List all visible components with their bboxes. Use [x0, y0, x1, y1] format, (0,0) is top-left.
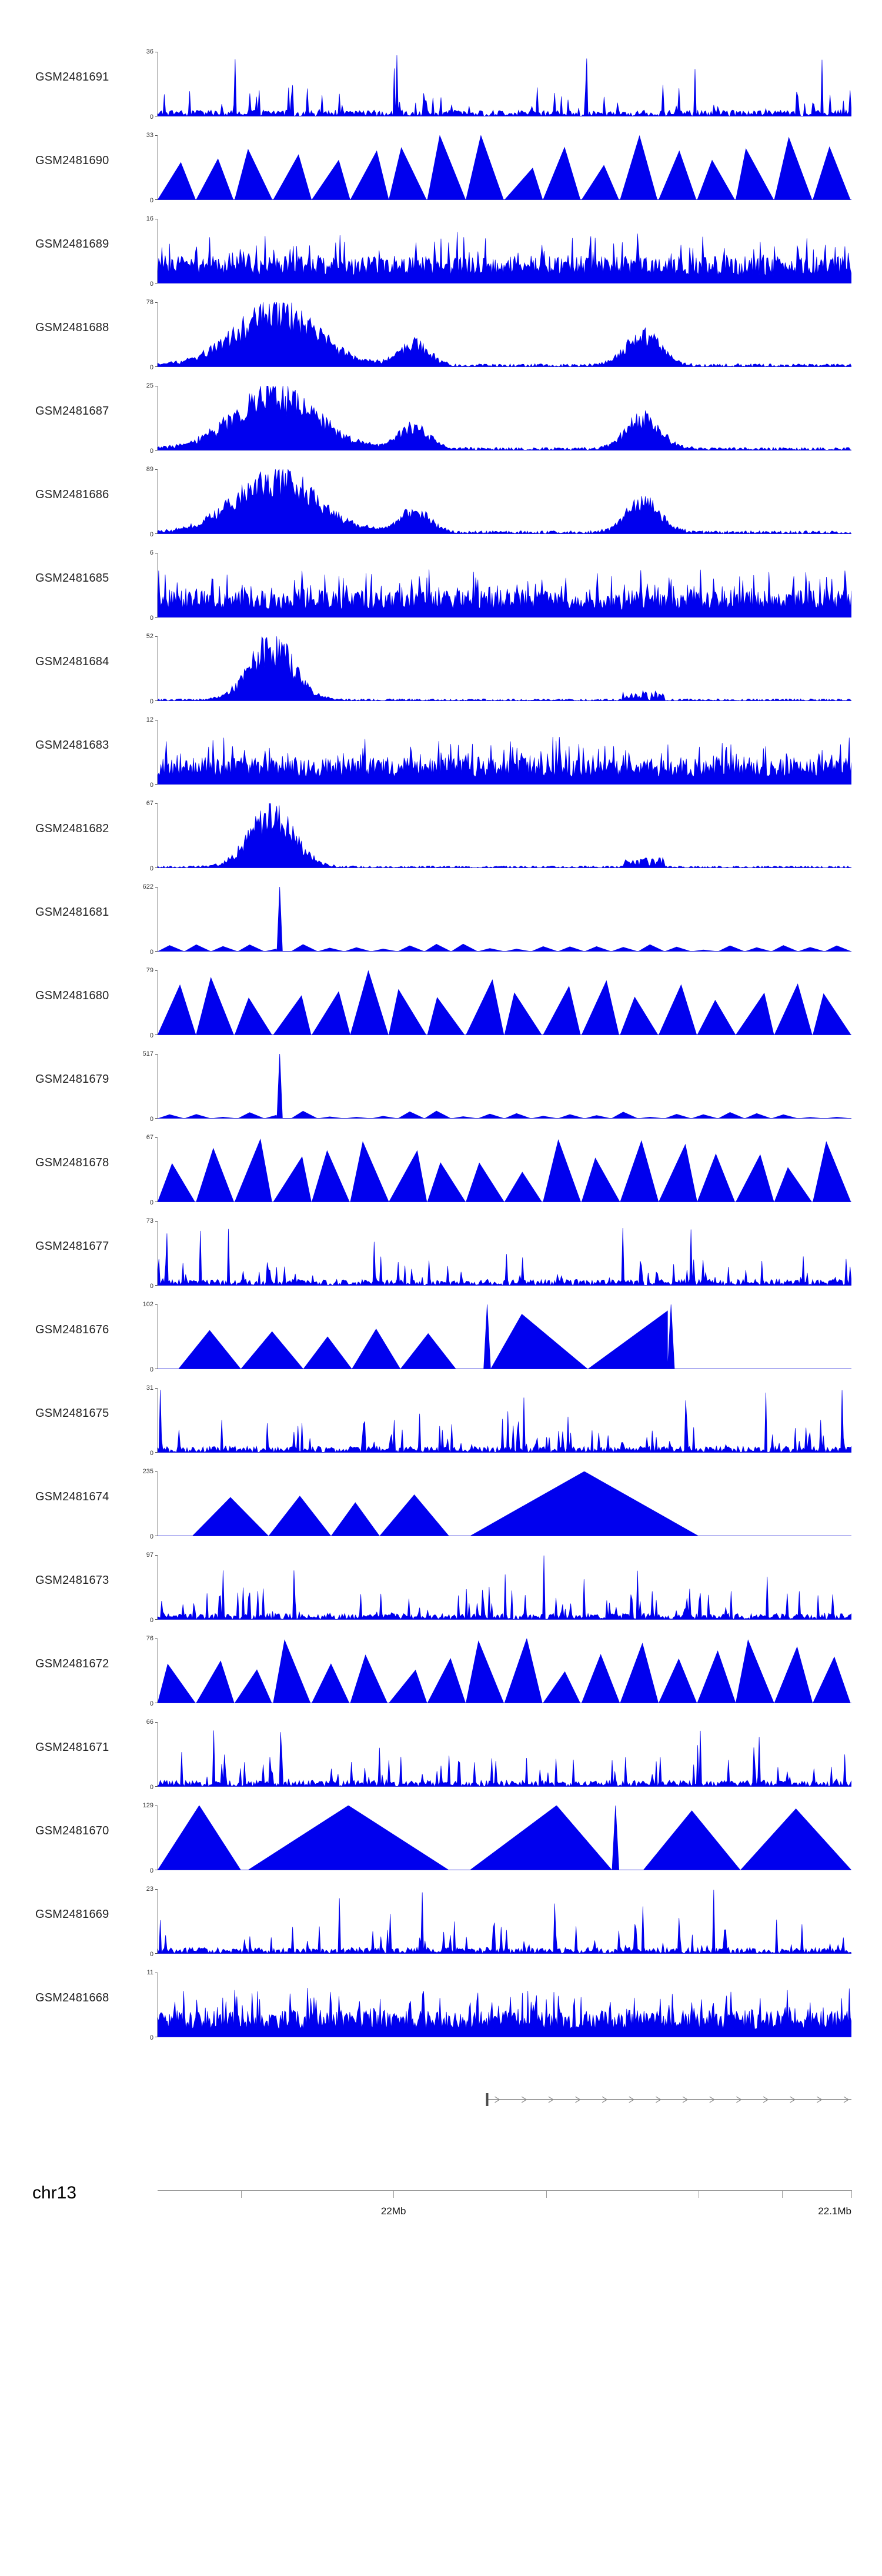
- track-baseline: [158, 784, 851, 785]
- signal-area-path: [158, 1221, 851, 1286]
- y-axis-min-label: 0: [149, 949, 153, 956]
- signal-area-path: [158, 135, 851, 200]
- y-axis-line: [157, 720, 158, 785]
- track-label[interactable]: GSM2481679: [35, 1073, 109, 1086]
- track-baseline: [158, 700, 851, 701]
- gene-model-glyph[interactable]: [158, 2088, 851, 2111]
- y-axis-line: [157, 1137, 158, 1202]
- track-baseline: [158, 1619, 851, 1620]
- ruler-tick: [241, 2190, 242, 2198]
- y-axis-max-label: 23: [146, 1886, 153, 1893]
- y-axis-max-label: 517: [142, 1050, 153, 1057]
- y-axis-tick-top: [155, 135, 158, 136]
- y-axis-max-label: 66: [146, 1719, 153, 1726]
- track-baseline: [158, 1118, 851, 1119]
- signal-area-path: [158, 1137, 851, 1202]
- track-plot[interactable]: [146, 800, 851, 872]
- y-axis-tick-top: [155, 1137, 158, 1138]
- track-baseline: [158, 366, 851, 367]
- track-label[interactable]: GSM2481686: [35, 488, 109, 501]
- signal-track: [0, 1212, 882, 1295]
- y-axis-min-label: 0: [149, 698, 153, 705]
- track-label[interactable]: GSM2481680: [35, 989, 109, 1002]
- ruler-tick: [546, 2190, 547, 2198]
- track-plot[interactable]: [142, 1468, 851, 1540]
- y-axis-line: [157, 1639, 158, 1703]
- signal-area-path: [158, 553, 851, 618]
- y-axis-line: [157, 219, 158, 283]
- y-axis-line: [157, 386, 158, 451]
- signal-track: [0, 1295, 882, 1379]
- track-plot[interactable]: [146, 1719, 851, 1791]
- signal-track: [0, 1713, 882, 1796]
- y-axis-min-label: 0: [149, 281, 153, 288]
- y-axis-max-label: 73: [146, 1217, 153, 1224]
- track-label[interactable]: GSM2481672: [35, 1657, 109, 1670]
- y-axis-tick-top: [155, 469, 158, 470]
- signal-track: [0, 794, 882, 877]
- y-axis-min-label: 0: [149, 782, 153, 789]
- track-label[interactable]: GSM2481687: [35, 405, 109, 418]
- track-baseline: [158, 450, 851, 451]
- signal-track: [0, 543, 882, 627]
- y-axis-tick-top: [155, 636, 158, 637]
- y-axis-max-label: 67: [146, 1134, 153, 1141]
- track-baseline: [158, 617, 851, 618]
- y-axis-min-label: 0: [149, 1199, 153, 1206]
- track-label[interactable]: GSM2481681: [35, 906, 109, 919]
- ruler-label-start: 22Mb: [380, 2205, 406, 2217]
- gene-model-track[interactable]: [158, 2088, 851, 2111]
- track-baseline: [158, 867, 851, 868]
- signal-track: [0, 42, 882, 126]
- signal-area-path: [158, 970, 851, 1035]
- signal-track: [0, 376, 882, 460]
- y-axis-max-label: 36: [146, 48, 153, 55]
- track-plot[interactable]: [142, 1301, 851, 1373]
- y-axis-max-label: 79: [146, 967, 153, 974]
- signal-track: [0, 961, 882, 1045]
- signal-area-path: [158, 1806, 851, 1870]
- y-axis-line: [157, 1722, 158, 1787]
- signal-track: [0, 1462, 882, 1546]
- y-axis-max-label: 6: [149, 549, 153, 556]
- track-plot[interactable]: [146, 215, 851, 288]
- y-axis-max-label: 235: [142, 1468, 153, 1475]
- track-label[interactable]: GSM2481683: [35, 739, 109, 752]
- track-baseline: [158, 1786, 851, 1787]
- y-axis-max-label: 11: [146, 1969, 153, 1976]
- signal-track: [0, 710, 882, 794]
- y-axis-min-label: 0: [149, 1533, 153, 1540]
- signal-track-list: [0, 42, 882, 2047]
- y-axis-min-label: 0: [149, 531, 153, 538]
- y-axis-tick-top: [155, 1889, 158, 1890]
- signal-track: [0, 1379, 882, 1462]
- track-label[interactable]: GSM2481684: [35, 655, 109, 668]
- signal-area-path: [158, 386, 851, 451]
- y-axis-min-label: 0: [149, 1032, 153, 1039]
- track-label[interactable]: GSM2481674: [35, 1490, 109, 1503]
- y-axis-line: [157, 469, 158, 534]
- y-axis-line: [157, 302, 158, 367]
- track-plot[interactable]: [146, 1635, 851, 1707]
- feature-annotation-row: [0, 2076, 882, 2123]
- track-label[interactable]: GSM2481678: [35, 1156, 109, 1169]
- y-axis-min-label: 0: [149, 1617, 153, 1624]
- signal-track: [0, 209, 882, 293]
- y-axis-line: [157, 1221, 158, 1286]
- y-axis-min-label: 0: [149, 1366, 153, 1373]
- y-axis-min-label: 0: [149, 1450, 153, 1457]
- signal-track: [0, 1796, 882, 1880]
- track-plot[interactable]: [146, 1886, 851, 1958]
- signal-track: [0, 1963, 882, 2047]
- signal-track: [0, 1629, 882, 1713]
- track-plot[interactable]: [146, 1384, 851, 1457]
- y-axis-line: [157, 1973, 158, 2037]
- track-plot[interactable]: [146, 1551, 851, 1624]
- track-plot[interactable]: [146, 299, 851, 371]
- y-axis-tick-top: [155, 1304, 158, 1305]
- track-label[interactable]: GSM2481691: [35, 71, 109, 84]
- y-axis-line: [157, 1304, 158, 1369]
- y-axis-max-label: 622: [142, 883, 153, 890]
- y-axis-min-label: 0: [149, 1116, 153, 1123]
- ruler-tick-group: [158, 2190, 851, 2225]
- y-axis-min-label: 0: [149, 1784, 153, 1791]
- signal-area-path: [158, 302, 851, 367]
- y-axis-min-label: 0: [149, 615, 153, 622]
- y-axis-tick-top: [155, 803, 158, 804]
- track-label[interactable]: GSM2481671: [35, 1741, 109, 1754]
- y-axis-line: [157, 1054, 158, 1119]
- track-plot[interactable]: [146, 1134, 851, 1206]
- signal-area-path: [158, 1388, 851, 1453]
- track-plot[interactable]: [146, 1969, 851, 2041]
- y-axis-line: [157, 1806, 158, 1870]
- y-axis-max-label: 97: [146, 1551, 153, 1559]
- y-axis-line: [157, 1889, 158, 1954]
- signal-track: [0, 1880, 882, 1963]
- y-axis-min-label: 0: [149, 865, 153, 872]
- signal-track: [0, 1546, 882, 1629]
- signal-area-path: [158, 1973, 851, 2037]
- signal-area-path: [158, 1304, 851, 1369]
- signal-area-path: [158, 887, 851, 952]
- signal-area-path: [158, 52, 851, 116]
- y-axis-line: [157, 1555, 158, 1620]
- signal-area-path: [158, 1555, 851, 1620]
- y-axis-min-label: 0: [149, 2034, 153, 2041]
- track-baseline: [158, 199, 851, 200]
- y-axis-line: [157, 803, 158, 868]
- y-axis-tick-top: [155, 1221, 158, 1222]
- signal-area-path: [158, 1639, 851, 1703]
- track-baseline: [158, 1953, 851, 1954]
- signal-area-path: [158, 636, 851, 701]
- signal-track: [0, 877, 882, 961]
- track-label[interactable]: GSM2481690: [35, 154, 109, 167]
- track-plot[interactable]: [149, 549, 851, 622]
- track-plot[interactable]: [142, 883, 851, 956]
- y-axis-max-label: 67: [146, 800, 153, 807]
- track-label[interactable]: GSM2481675: [35, 1407, 109, 1420]
- signal-track: [0, 1128, 882, 1212]
- track-baseline: [158, 951, 851, 952]
- y-axis-min-label: 0: [149, 1951, 153, 1958]
- signal-area-path: [158, 1722, 851, 1787]
- track-plot[interactable]: [142, 1802, 851, 1874]
- y-axis-min-label: 0: [149, 1283, 153, 1290]
- ruler-tick: [851, 2190, 852, 2198]
- y-axis-min-label: 0: [149, 448, 153, 455]
- y-axis-min-label: 0: [149, 114, 153, 121]
- signal-area-path: [158, 469, 851, 534]
- track-label[interactable]: GSM2481682: [35, 822, 109, 835]
- track-plot[interactable]: [146, 633, 851, 705]
- track-baseline: [158, 1452, 851, 1453]
- y-axis-max-label: 129: [142, 1802, 153, 1809]
- y-axis-max-label: 25: [146, 382, 153, 389]
- y-axis-line: [157, 52, 158, 116]
- track-plot[interactable]: [146, 716, 851, 789]
- y-axis-min-label: 0: [149, 1700, 153, 1707]
- y-axis-max-label: 12: [146, 716, 153, 723]
- signal-track: [0, 1045, 882, 1128]
- y-axis-min-label: 0: [149, 1867, 153, 1874]
- track-label[interactable]: GSM2481689: [35, 238, 109, 251]
- signal-track: [0, 460, 882, 543]
- y-axis-tick-top: [155, 970, 158, 971]
- track-plot[interactable]: [146, 1217, 851, 1290]
- track-plot[interactable]: [146, 48, 851, 121]
- signal-track: [0, 126, 882, 209]
- y-axis-tick-top: [155, 1471, 158, 1472]
- y-axis-min-label: 0: [149, 197, 153, 204]
- y-axis-tick-top: [155, 1555, 158, 1556]
- y-axis-max-label: 31: [146, 1384, 153, 1392]
- track-label[interactable]: GSM2481673: [35, 1574, 109, 1587]
- y-axis-tick-top: [155, 302, 158, 303]
- track-label[interactable]: GSM2481685: [35, 572, 109, 585]
- signal-area-path: [158, 219, 851, 283]
- signal-area-path: [158, 1471, 851, 1536]
- ruler-tick: [782, 2190, 783, 2198]
- signal-area-path: [158, 1054, 851, 1119]
- y-axis-min-label: 0: [149, 364, 153, 371]
- track-plot[interactable]: [146, 132, 851, 204]
- chromosome-label: chr13: [32, 2183, 77, 2203]
- coordinate-ruler: [0, 2170, 882, 2282]
- y-axis-line: [157, 636, 158, 701]
- track-label[interactable]: GSM2481676: [35, 1323, 109, 1336]
- track-baseline: [158, 533, 851, 534]
- signal-track: [0, 293, 882, 376]
- y-axis-max-label: 33: [146, 132, 153, 139]
- signal-area-path: [158, 1889, 851, 1954]
- track-label[interactable]: GSM2481670: [35, 1824, 109, 1837]
- y-axis-tick-top: [155, 1054, 158, 1055]
- y-axis-line: [157, 553, 158, 618]
- track-label[interactable]: GSM2481677: [35, 1240, 109, 1253]
- signal-area-path: [158, 720, 851, 785]
- y-axis-tick-top: [155, 1722, 158, 1723]
- y-axis-max-label: 16: [146, 215, 153, 222]
- y-axis-max-label: 78: [146, 299, 153, 306]
- signal-track: [0, 627, 882, 710]
- ruler-label-end: 22.1Mb: [818, 2205, 851, 2217]
- track-label[interactable]: GSM2481668: [35, 1991, 109, 2004]
- ruler-tick: [393, 2190, 394, 2198]
- y-axis-max-label: 76: [146, 1635, 153, 1642]
- track-label[interactable]: GSM2481688: [35, 321, 109, 334]
- track-baseline: [158, 1285, 851, 1286]
- y-axis-line: [157, 1471, 158, 1536]
- track-plot[interactable]: [146, 967, 851, 1039]
- track-label[interactable]: GSM2481669: [35, 1908, 109, 1921]
- y-axis-line: [157, 887, 158, 952]
- track-plot[interactable]: [146, 466, 851, 538]
- y-axis-line: [157, 1388, 158, 1453]
- y-axis-line: [157, 970, 158, 1035]
- track-plot[interactable]: [146, 382, 851, 455]
- signal-area-path: [158, 803, 851, 868]
- y-axis-max-label: 102: [142, 1301, 153, 1308]
- track-plot[interactable]: [142, 1050, 851, 1123]
- y-axis-max-label: 89: [146, 466, 153, 473]
- y-axis-tick-top: [155, 1388, 158, 1389]
- y-axis-max-label: 52: [146, 633, 153, 640]
- y-axis-line: [157, 135, 158, 200]
